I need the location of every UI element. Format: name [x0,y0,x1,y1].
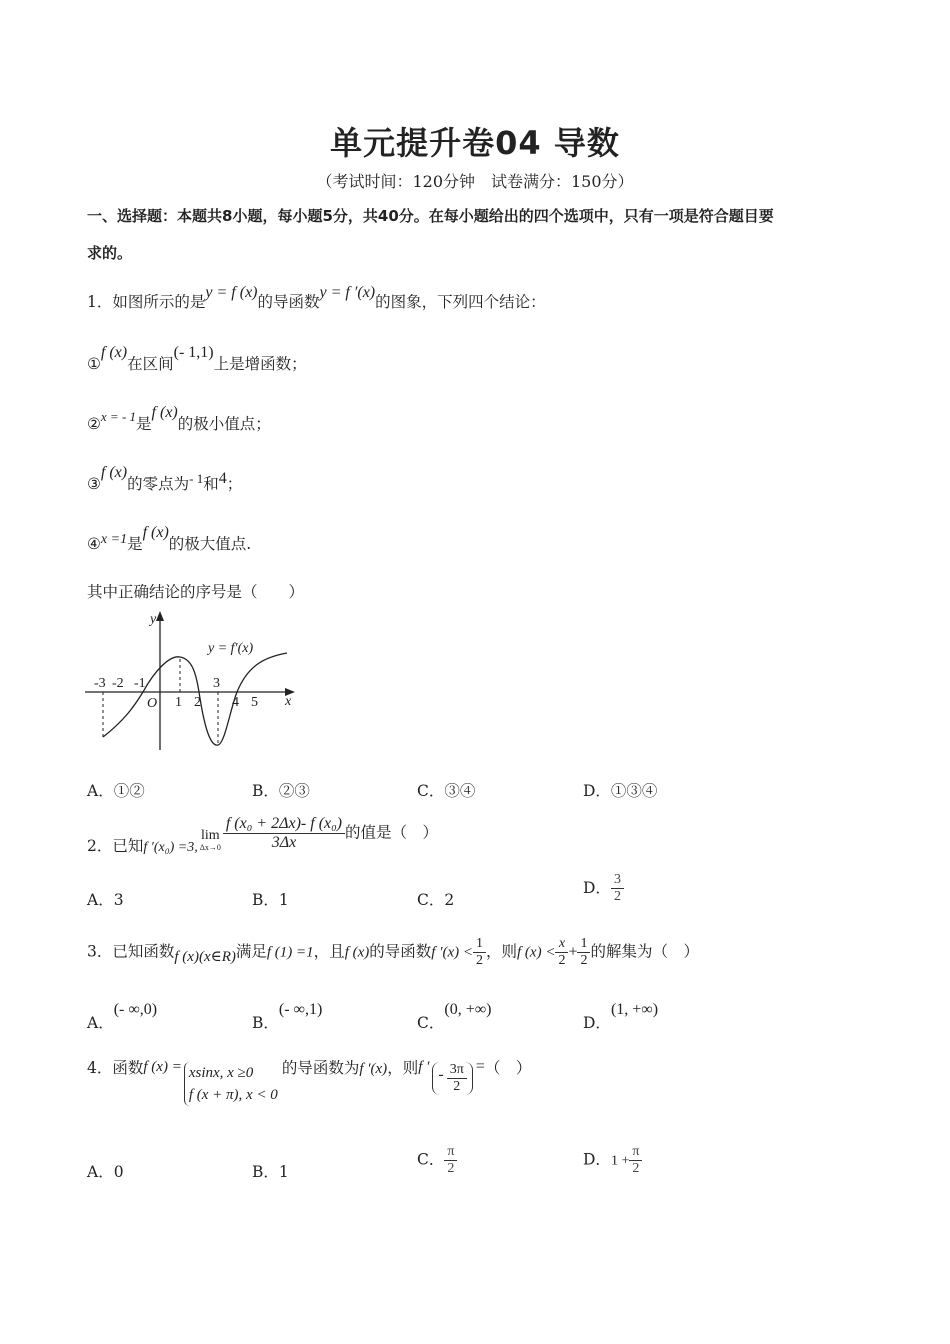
q3-inequality-1: f ′(x) < [431,944,473,961]
s3-value-1: - 1 [189,471,204,486]
s1-f: f (x) [100,344,128,361]
s4-text-b: 的极大值点. [168,535,252,553]
q3-choice-b: B．(- ∞,1) [252,1001,323,1032]
statement-4-mark: ④ [87,535,101,553]
q1-choice-a: A．①② [87,782,145,800]
q4-choice-d-label: D． [583,1150,611,1169]
q1-text-3: 的图象，下列四个结论： [375,293,546,311]
q4-neg: - [438,1065,444,1083]
q1-ask: 其中正确结论的序号是（ ） [87,583,305,601]
origin-label: O [147,696,158,711]
question-2-stem [87,815,439,855]
q2-choice-d-label: D． [583,878,611,897]
q2-choice-d [583,872,624,905]
q2-number: 2． [87,836,113,855]
q3-x-half: $\frac{x}{2}$ [555,936,568,969]
lim-label: lim [200,828,220,843]
statement-3-mark: ③ [87,475,101,493]
tick-neg3: -3 [94,676,106,691]
q4-choice-b: B．1 [252,1163,289,1181]
q4-choice-a: A．0 [87,1163,124,1181]
q3-text-2: 满足 [235,942,267,961]
q2-text-1: 已知 [112,836,144,855]
q3-text-3: ，且 [313,942,345,961]
q4-choice-d-prefix: 1 + [610,1153,630,1169]
s3-text-b: 和 [203,475,219,493]
question-3-stem [87,936,699,969]
question-1-stem [87,284,546,312]
q3-text-6: 的解集为（ ） [590,942,699,961]
section-instructions-line2: 求的。 [87,244,133,262]
q4-fp: f ′(x) [359,1061,388,1077]
q4-argument [432,1062,472,1095]
curve-label: y = f′(x) [208,641,254,656]
y-axis-label: y [150,612,157,627]
s1-text-a: 在区间 [127,355,174,373]
q3-text-4: 的导函数 [369,942,432,961]
q3-plus: + [568,943,578,961]
q2-denominator: 3Δx [271,834,297,851]
lim-sub: Δx→0 [199,843,221,852]
tick-3: 3 [213,676,220,691]
q2-limit [200,829,221,852]
q4-choice-c-fraction: $\frac{\pi}{2}$ [444,1144,457,1177]
q2-numerator: f (x₀ + 2Δx)- f (x₀) [223,815,345,834]
q4-number: 4． [87,1059,113,1077]
q4-function: f (x) = [143,1059,182,1075]
q4-text-3: ，则 [387,1059,419,1077]
statement-1-mark: ① [87,355,101,373]
q4-equals: = [475,1058,485,1075]
q2-choice-b: B．1 [252,891,289,909]
q3-inequality-2: f (x) < [517,944,556,961]
page-title: 单元提升卷04 导数 [330,124,620,162]
q4-choice-c [417,1144,457,1177]
q4-text-4: （ ） [484,1059,532,1077]
q4-choice-d [583,1144,642,1177]
q3-text-1: 已知函数 [112,942,175,961]
q3-half: $\frac{1}{2}$ [473,936,486,969]
tick-neg1: -1 [134,676,146,691]
tick-1: 1 [175,695,182,710]
q1-statement-1 [87,344,307,374]
q1-fpx: y = f ′(x) [319,284,376,301]
tick-neg2: -2 [112,676,124,691]
q3-condition: f (1) =1 [266,944,314,961]
q4-text-1: 函数 [112,1059,144,1077]
q1-statement-3 [87,464,243,494]
q3-interval-a: (- ∞,0) [113,1001,158,1018]
derivative-graph [80,605,310,755]
q4-case-1: xsinx, x ≥0 [188,1065,254,1081]
s4-x: x =1 [100,532,128,547]
x-axis-label: x [285,694,292,709]
q3-interval-b: (- ∞,1) [278,1001,323,1018]
q4-piecewise [184,1062,278,1106]
q4-case-2: f (x + π), x < 0 [188,1087,278,1103]
q4-text-2: 的导函数为 [281,1059,360,1077]
q3-function: f (x)(x∈R) [174,948,236,965]
q1-text-2: 的导函数 [257,293,320,311]
q2-choice-c: C．2 [417,891,455,909]
q2-text-2: 的值是（ ） [345,823,439,842]
q4-fp-2: f ′ [418,1059,430,1075]
q1-choice-b: B．②③ [252,782,310,800]
q3-number: 3． [87,942,113,961]
q3-interval-c: (0, +∞) [444,1001,492,1018]
q4-arg-fraction: $\frac{3\pi}{2}$ [447,1062,467,1095]
s2-x: x = - 1 [100,409,137,424]
q3-choice-d: D．(1, +∞) [583,1001,659,1032]
tick-4: 4 [232,695,239,710]
question-4-stem [87,1058,532,1112]
q1-statement-4 [87,524,252,554]
q2-choice-d-fraction: $\frac{3}{2}$ [611,872,624,905]
q3-half-2: $\frac{1}{2}$ [577,936,590,969]
y-axis-arrow [156,611,164,621]
statement-2-mark: ② [87,415,101,433]
q3-text-5: ，则 [486,942,518,961]
exam-info: （考试时间：120分钟 试卷满分：150分） [316,172,634,191]
tick-5: 5 [251,695,258,710]
q3-choice-c: C．(0, +∞) [417,1001,492,1032]
tick-2: 2 [194,695,201,710]
q1-text-1: 如图所示的是 [112,293,206,311]
q3-interval-d: (1, +∞) [610,1001,659,1018]
q4-choice-c-label: C． [417,1150,445,1169]
s4-f: f (x) [142,524,169,541]
s2-text-b: 的极小值点； [177,415,271,433]
s2-f: f (x) [151,404,178,421]
s4-text-a: 是 [127,535,143,553]
q1-choice-d: D．①③④ [583,782,658,800]
s3-value-2: 4 [218,470,227,487]
q1-fx: y = f (x) [205,284,258,301]
s3-f: f (x) [100,464,128,481]
q4-choice-d-fraction: $\frac{\pi}{2}$ [629,1144,642,1177]
q3-f: f (x) [344,944,370,961]
s3-text-c: ； [226,475,243,493]
q1-choice-c: C．③④ [417,782,476,800]
q2-condition: f ′(x₀) =3, [143,839,198,855]
q2-fraction [223,815,345,852]
section-instructions-line1: 一、选择题：本题共8小题，每小题5分，共40分。在每小题给出的四个选项中，只有一项是符合题目要 [87,207,774,225]
s2-text-a: 是 [136,415,152,433]
q1-number: 1． [87,293,113,311]
s1-text-b: 上是增函数； [213,355,307,373]
q2-choice-a: A．3 [87,891,124,909]
s3-text-a: 的零点为 [127,475,190,493]
q1-statement-2 [87,404,271,434]
s1-interval: (- 1,1) [173,344,214,361]
q3-choice-a: A．(- ∞,0) [87,1001,158,1032]
